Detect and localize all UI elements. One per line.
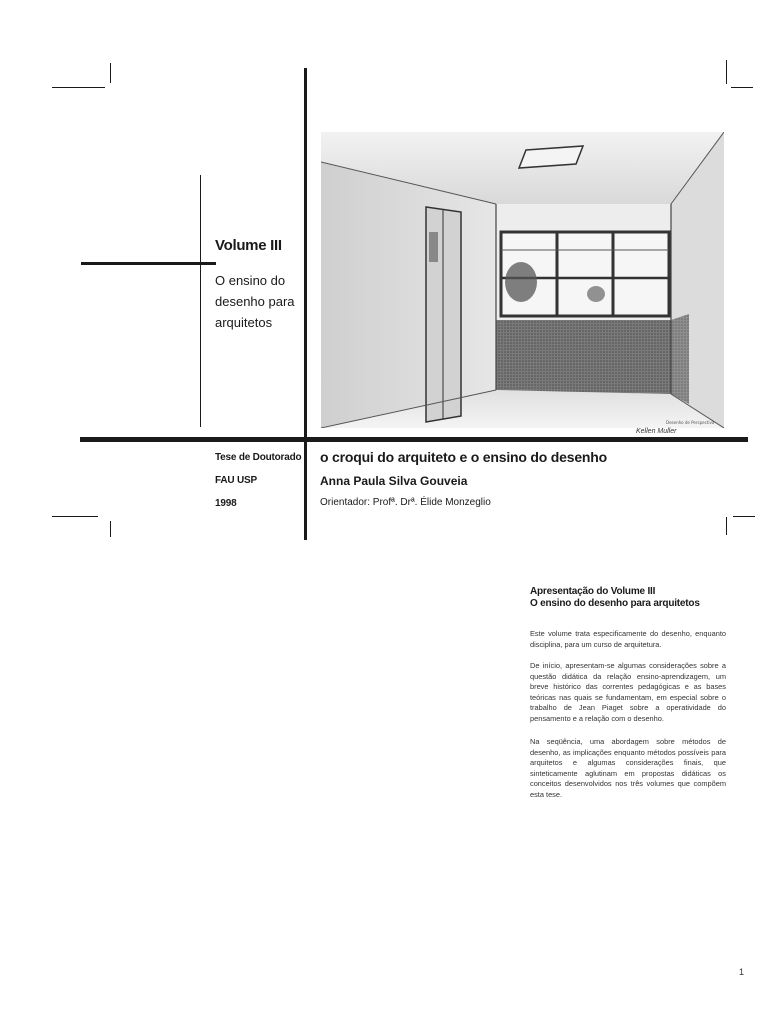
- presentation-heading-line1: Apresentação do Volume III: [530, 586, 656, 597]
- presentation-paragraph: Este volume trata especificamente do desenho, enquanto disciplina, para um curso de arquitetura.: [530, 629, 726, 649]
- crop-mark-bottom-right-h: [733, 516, 755, 517]
- volume-subtitle: O ensino do desenho para arquitetos: [215, 273, 295, 330]
- advisor-line: Orientador: Profª. Drª. Élide Monzeglio: [320, 497, 491, 508]
- volume-horizontal-rule: [81, 262, 216, 265]
- sketch-signature: Desenho de Perspectiva: [666, 420, 715, 425]
- year-label: 1998: [215, 498, 237, 509]
- presentation-heading: [530, 586, 730, 610]
- presentation-paragraph: Na seqüência, uma abordagem sobre métodos de desenho, as implicações enquanto métodos possíveis para arquitetos e algumas considerações finais, que sinteticamente aglutinam em propostas didáticas os conceitos desenvolvidos nos três volumes que compõem esta tese.: [530, 737, 726, 799]
- room-sketch-image: [321, 132, 724, 428]
- crop-mark-bottom-left-v: [110, 521, 111, 537]
- crop-mark-top-left-v: [110, 63, 111, 83]
- volume-title: Volume III: [215, 237, 282, 254]
- presentation-heading-line2: O ensino do desenho para arquitetos: [530, 598, 700, 609]
- degree-label: Tese de Doutorado: [215, 452, 302, 463]
- presentation-paragraph: De início, apresentam-se algumas considerações sobre a questão didática da relação ensino-aprendizagem, um breve histórico das correntes pedagógicas e as bases teóricas nas quais se fundamentam, em especial sobre o trabalho de Jean Piaget sobre a operatividade do pensamento e a relação com o desenho.: [530, 661, 726, 723]
- page-number: 1: [739, 967, 745, 977]
- main-horizontal-rule: [80, 437, 748, 442]
- crop-mark-top-left-h: [52, 87, 105, 88]
- crop-mark-top-right-v: [726, 60, 727, 84]
- crop-mark-top-right-h: [731, 87, 753, 88]
- volume-vertical-rule: [200, 175, 201, 427]
- main-vertical-rule: [304, 68, 307, 540]
- crop-mark-bottom-left-h: [52, 516, 98, 517]
- institution-label: FAU USP: [215, 475, 257, 486]
- crop-mark-bottom-right-v: [726, 517, 727, 535]
- author-name: Anna Paula Silva Gouveia: [320, 474, 468, 488]
- thesis-title: o croqui do arquiteto e o ensino do desenho: [320, 449, 607, 465]
- image-credit: Kellen Muller: [636, 428, 677, 435]
